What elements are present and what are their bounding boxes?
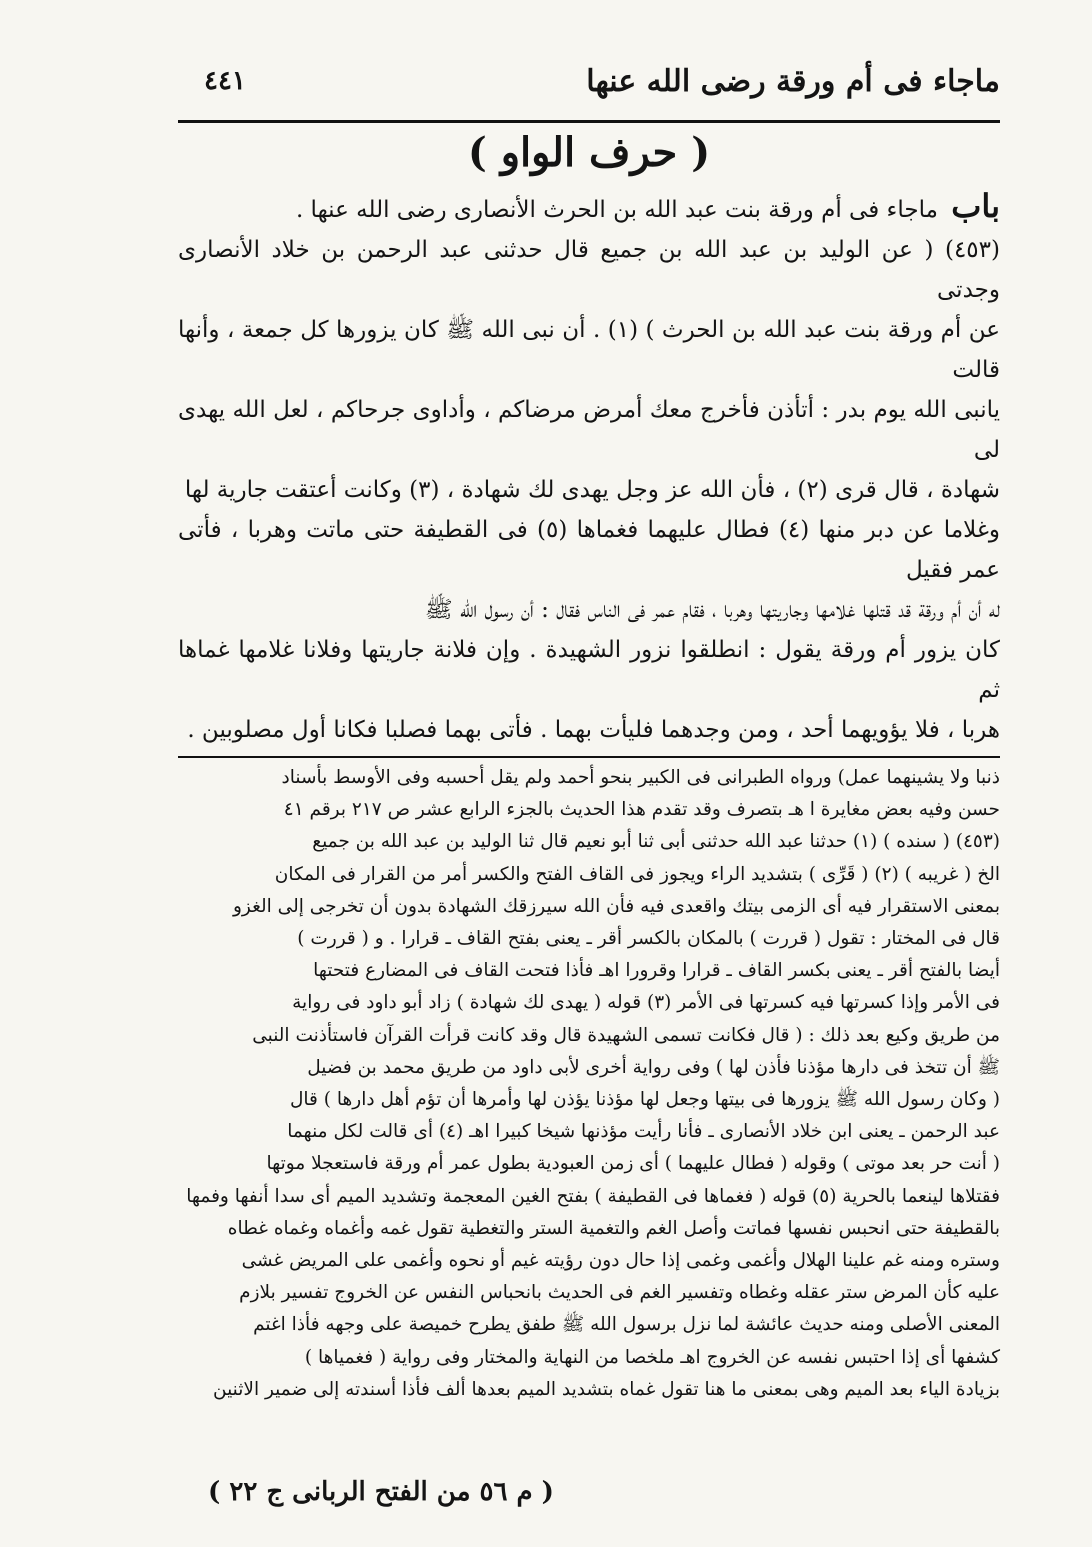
footnote-line: عبد الرحمن ـ يعنى ابن خلاد الأنصارى ـ فأنا رأيت مؤذنها شيخا كبيرا اهـ (٤) أى قالت لكل منهما xyxy=(287,1121,1000,1143)
footnotes xyxy=(178,762,1000,1406)
footnote-line: ( وكان رسول الله ﷺ يزورها فى بيتها وجعل لها مؤذنا يؤذن لها وأمرها أن تؤم أهل دارها ) قال xyxy=(289,1089,1000,1111)
footnote-line: فى الأمر وإذا كسرتها فيه كسرتها فى الأمر (٣) قوله ( يهدى لك شهادة ) زاد أبو داود فى رواية xyxy=(292,992,1000,1014)
footnote-line: فقتلاها لينعما بالحرية (٥) قوله ( فغماها فى القطيفة ) بفتح الغين المعجمة وتشديد الميم أى سدا أنفها وفمها xyxy=(186,1185,1000,1207)
book-page xyxy=(178,50,1000,1507)
running-title: ماجاء فى أم ورقة رضى الله عنها xyxy=(586,63,1000,99)
footnote-line: أيضا بالفتح أقر ـ يعنى بكسر القاف ـ قرارا وقرورا اهـ فأذا فتحت القاف فى المضارع فتحتها xyxy=(313,960,1000,982)
chapter-heading xyxy=(178,186,1000,230)
chapter-heading-text: ماجاء فى أم ورقة بنت عبد الله بن الحرث الأنصارى رضى الله عنها . xyxy=(295,197,938,223)
signature-mark: ( م ٥٦ من الفتح الربانى ج ٢٢ ) xyxy=(208,1477,554,1507)
footnote-line: (٤٥٣) ( سنده ) (١) حدثنا عبد الله حدثنى أبى ثنا أبو نعيم قال ثنا الوليد بن عبد الله بن جميع xyxy=(312,831,1000,853)
hadith-line: وغلاما عن دبر منها (٤) فطال عليهما فغماها (٥) فى القطيفة حتى ماتت وهربا ، فأتى عمر فقيل xyxy=(178,517,1000,583)
footnote-line: بمعنى الاستقرار فيه أى الزمى بيتك واقعدى فيه فأن الله سيرزقك الشهادة بدون أن تخرجى إلى الغزو xyxy=(232,895,1000,917)
footnote-line: ذنبا ولا يشينهما عمل) ورواه الطبرانى فى الكبير بنحو أحمد ولم يقل أحسبه وفى الأوسط بأسناد xyxy=(281,767,1000,788)
page-number: ٤٤١ xyxy=(204,66,246,96)
hadith-text xyxy=(178,230,1000,750)
footnote-rule xyxy=(178,756,1000,758)
footnote-line: كشفها أى إذا احتبس نفسه عن الخروج اهـ ملخصا من النهاية والمختار وفى رواية ( فغمياها ) xyxy=(304,1346,1000,1368)
footnote-line: بزيادة الياء بعد الميم وهى بمعنى ما هنا تقول غماه بتشديد الميم بعدها ألف فأذا أسندته إلى ضمير الاثنين xyxy=(213,1378,1000,1400)
footnote-line: وستره ومنه غم علينا الهلال وأغمى وغمى إذا حال دون رؤيته غيم أو نحوه وأغمى على المريض غشى xyxy=(241,1250,1000,1272)
footnote-line: من طريق وكيع بعد ذلك : ( قال فكانت تسمى الشهيدة قال وقد كانت قرأت القرآن فاستأذنت النبى xyxy=(252,1024,1000,1046)
footnote-line: قال فى المختار : تقول ( قررت ) بالمكان بالكسر أقر ـ يعنى بفتح القاف ـ قرارا . و ( قررت ) xyxy=(297,928,1000,950)
page-header xyxy=(178,50,1000,112)
hadith-line: عن أم ورقة بنت عبد الله بن الحرث ) (١) . أن نبى الله ﷺ كان يزورها كل جمعة ، وأنها قالت xyxy=(178,317,1000,383)
footnote-line: بالقطيفة حتى انحبس نفسها فماتت وأصل الغم والتغمية الستر والتغطية تقول غمه وأغماه وغماه غطاه xyxy=(227,1217,1000,1239)
hadith-line: له أن أم ورقة قد قتلها غلامها وجاريتها وهربا ، فقام عمر فى الناس فقال : أن رسول الله ﷺ xyxy=(424,597,1000,623)
chapter-bab-label: باب xyxy=(951,187,1000,225)
header-rule xyxy=(178,120,1000,123)
footnote-line: حسن وفيه بعض مغايرة ا هـ بتصرف وقد تقدم هذا الحديث بالجزء الرابع عشر ص ٢١٧ برقم ٤١ xyxy=(283,799,1000,821)
hadith-line: كان يزور أم ورقة يقول : انطلقوا نزور الشهيدة . وإن فلانة جاريتها وفلانا غلامها غماها ثم xyxy=(178,637,1000,703)
footnote-line: الخ ( غريبه ) (٢) ( قَرِّى ) بتشديد الراء ويجوز فى القاف الفتح والكسر أمر من القرار فى المكان xyxy=(274,863,1000,885)
section-title: ( حرف الواو ) xyxy=(467,129,711,176)
hadith-line: (٤٥٣) ( عن الوليد بن عبد الله بن جميع قال حدثنى عبد الرحمن بن خلاد الأنصارى وجدتى xyxy=(178,237,1000,303)
hadith-line: يانبى الله يوم بدر : أتأذن فأخرج معك أمرض مرضاكم ، وأداوى جرحاكم ، لعل الله يهدى لى xyxy=(178,397,1000,463)
hadith-line: هربا ، فلا يؤويهما أحد ، ومن وجدهما فليأت بهما . فأتى بهما فصلبا فكانا أول مصلوبين . xyxy=(187,717,1000,743)
footnote-line: عليه كأن المرض ستر عقله وغطاه وتفسير الغم فى الحديث بانحباس النفس عن الخروج تفسير بلازم xyxy=(239,1282,1000,1304)
footnote-line: المعنى الأصلى ومنه حديث عائشة لما نزل برسول الله ﷺ طفق يطرح خميصة على وجهه فأذا اغتم xyxy=(253,1314,1000,1336)
footnote-line: ( أنت حر بعد موتى ) وقوله ( فطال عليهما ) أى زمن العبودية بطول عمر أم ورقة فاستعجلا موتها xyxy=(266,1153,1000,1175)
footnote-line: ﷺ أن تتخذ فى دارها مؤذنا فأذن لها ) وفى رواية أخرى لأبى داود من طريق محمد بن فضيل xyxy=(307,1056,1000,1078)
hadith-line: شهادة ، قال قرى (٢) ، فأن الله عز وجل يهدى لك شهادة ، (٣) وكانت أعتقت جارية لها xyxy=(184,477,1000,503)
